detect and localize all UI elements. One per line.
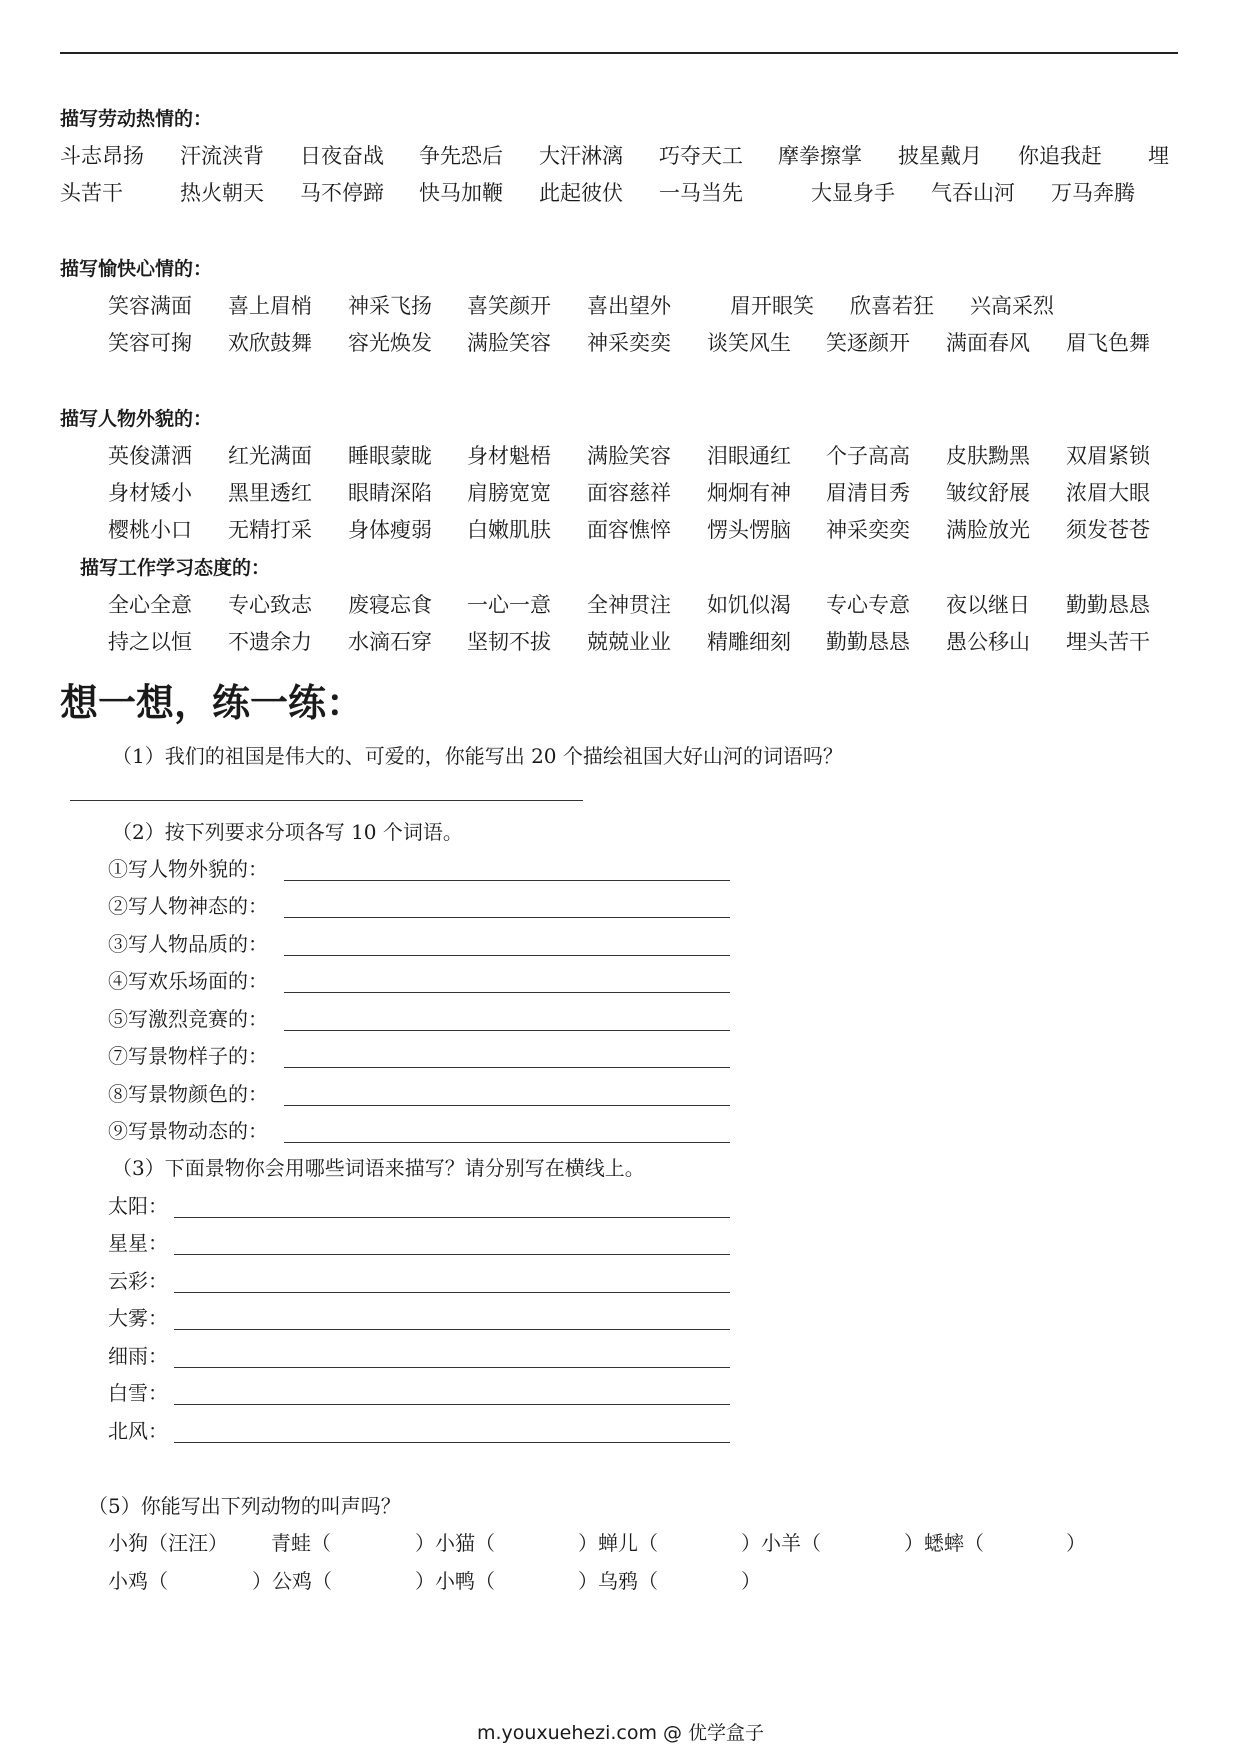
fill-row [108, 1078, 268, 1107]
word: 英俊潇洒 [108, 444, 192, 468]
word: 眉清目秀 [826, 481, 910, 505]
fill-row [108, 1190, 168, 1219]
word: 大汗淋漓 [539, 144, 623, 168]
fill-row [108, 1265, 168, 1294]
animal-sound-item: 青蛙（ [271, 1531, 331, 1555]
fill-label: 北风： [108, 1419, 168, 1443]
fill-row [108, 1377, 168, 1406]
fill-row [108, 853, 268, 882]
word: 喜上眉梢 [228, 294, 312, 318]
word: 满脸放光 [946, 518, 1030, 542]
word: 精雕细刻 [707, 630, 791, 654]
word: 满脸笑容 [467, 331, 551, 355]
word: 身材魁梧 [467, 444, 551, 468]
word: 炯炯有神 [707, 481, 791, 505]
fill-label: ①写人物外貌的： [108, 857, 268, 881]
fill-row [108, 1415, 168, 1444]
fill-label: 云彩： [108, 1269, 168, 1293]
word: 泪眼通红 [707, 444, 791, 468]
animal-sound-item: ）小鸭（ [415, 1569, 495, 1593]
word: 满面春风 [946, 331, 1030, 355]
word: 如饥似渴 [707, 593, 791, 617]
word: 兴高采烈 [970, 294, 1054, 318]
word: 喜笑颜开 [467, 294, 551, 318]
animal-sound-item: ） [741, 1569, 761, 1593]
word: 欢欣鼓舞 [228, 331, 312, 355]
answer-line-q1[interactable] [70, 800, 583, 801]
word: 争先恐后 [419, 144, 503, 168]
word: 勤勤恳恳 [1066, 593, 1150, 617]
word: 埋 [1148, 144, 1169, 168]
word: 水滴石穿 [348, 630, 432, 654]
fill-row [108, 1227, 168, 1256]
fill-row [108, 1115, 268, 1144]
word: 喜出望外 [587, 294, 671, 318]
word: 樱桃小口 [108, 518, 192, 542]
word: 兢兢业业 [587, 630, 671, 654]
animal-sound-item: ）蝉儿（ [578, 1531, 658, 1555]
word: 大显身手 [811, 181, 895, 205]
section-title-attitude: 描写工作学习态度的： [80, 557, 271, 579]
word: 此起彼伏 [539, 181, 623, 205]
word: 身体瘦弱 [348, 518, 432, 542]
answer-line[interactable] [174, 1254, 730, 1255]
word: 笑逐颜开 [826, 331, 910, 355]
word: 双眉紧锁 [1066, 444, 1150, 468]
word: 专心致志 [228, 593, 312, 617]
animal-sound-item: ） [1066, 1531, 1086, 1555]
word: 坚韧不拔 [467, 630, 551, 654]
word: 斗志昂扬 [60, 144, 144, 168]
fill-label: 细雨： [108, 1344, 168, 1368]
animal-sound-item: ）公鸡（ [252, 1569, 332, 1593]
fill-label: ⑨写景物动态的： [108, 1119, 268, 1143]
animal-sound-item: 小狗（汪汪） [108, 1531, 228, 1555]
answer-line[interactable] [284, 1030, 730, 1031]
word: 黑里透红 [228, 481, 312, 505]
word: 日夜奋战 [300, 144, 384, 168]
word: 个子高高 [826, 444, 910, 468]
fill-row [108, 1040, 268, 1069]
fill-label: ④写欢乐场面的： [108, 969, 268, 993]
word: 神采飞扬 [348, 294, 432, 318]
fill-label: ⑧写景物颜色的： [108, 1082, 268, 1106]
word: 汗流浃背 [180, 144, 264, 168]
word: 白嫩肌肤 [467, 518, 551, 542]
word: 专心专意 [826, 593, 910, 617]
word: 肩膀宽宽 [467, 481, 551, 505]
word: 万马奔腾 [1051, 181, 1135, 205]
word: 红光满面 [228, 444, 312, 468]
word: 不遗余力 [228, 630, 312, 654]
fill-label: ⑤写激烈竞赛的： [108, 1007, 268, 1031]
fill-row [108, 965, 268, 994]
word: 皱纹舒展 [946, 481, 1030, 505]
answer-line[interactable] [174, 1367, 730, 1368]
fill-label: ②写人物神态的： [108, 894, 268, 918]
word: 埋头苦干 [1066, 630, 1150, 654]
answer-line[interactable] [174, 1292, 730, 1293]
word: 你追我赶 [1018, 144, 1102, 168]
word: 眉飞色舞 [1066, 331, 1150, 355]
word: 欣喜若狂 [850, 294, 934, 318]
fill-label: 星星： [108, 1231, 168, 1255]
word: 愣头愣脑 [707, 518, 791, 542]
word: 睡眼蒙眬 [348, 444, 432, 468]
word: 身材矮小 [108, 481, 192, 505]
word: 快马加鞭 [419, 181, 503, 205]
word: 披星戴月 [898, 144, 982, 168]
animal-sound-item: ）小猫（ [415, 1531, 495, 1555]
word: 无精打采 [228, 518, 312, 542]
word: 持之以恒 [108, 630, 192, 654]
question-1: （1）我们的祖国是伟大的、可爱的，你能写出 20 个描绘祖国大好山河的词语吗？ [112, 744, 843, 768]
word: 废寝忘食 [348, 593, 432, 617]
word: 神采奕奕 [826, 518, 910, 542]
answer-line[interactable] [174, 1442, 730, 1443]
fill-label: ⑦写景物样子的： [108, 1044, 268, 1068]
answer-line[interactable] [284, 880, 730, 881]
answer-line[interactable] [284, 1067, 730, 1068]
word: 浓眉大眼 [1066, 481, 1150, 505]
section-title-mood: 描写愉快心情的： [60, 258, 213, 280]
word: 面容憔悴 [587, 518, 671, 542]
word: 头苦干 [60, 181, 123, 205]
top-rule [60, 52, 1178, 54]
word: 一马当先 [659, 181, 743, 205]
word: 一心一意 [467, 593, 551, 617]
word: 面容慈祥 [587, 481, 671, 505]
answer-line[interactable] [284, 955, 730, 956]
fill-row [108, 890, 268, 919]
fill-row [108, 1340, 168, 1369]
animal-sound-item: 小鸡（ [108, 1569, 168, 1593]
word: 容光焕发 [348, 331, 432, 355]
word: 笑容满面 [108, 294, 192, 318]
answer-line[interactable] [174, 1329, 730, 1330]
question-3: （3）下面景物你会用哪些词语来描写？请分别写在横线上。 [112, 1156, 645, 1180]
answer-line[interactable] [284, 1142, 730, 1143]
fill-row [108, 1302, 168, 1331]
fill-row [108, 1003, 268, 1032]
word: 夜以继日 [946, 593, 1030, 617]
animal-sound-item: ）蟋蟀（ [904, 1531, 984, 1555]
word: 马不停蹄 [300, 181, 384, 205]
fill-row [108, 928, 268, 957]
section-title-labor: 描写劳动热情的： [60, 108, 213, 130]
fill-label: 白雪： [108, 1381, 168, 1405]
word: 摩拳擦掌 [778, 144, 862, 168]
word: 神采奕奕 [587, 331, 671, 355]
word: 眼睛深陷 [348, 481, 432, 505]
fill-label: ③写人物品质的： [108, 932, 268, 956]
answer-line[interactable] [284, 992, 730, 993]
word: 全心全意 [108, 593, 192, 617]
question-2: （2）按下列要求分项各写 10 个词语。 [112, 820, 463, 844]
answer-line[interactable] [284, 917, 730, 918]
word: 眉开眼笑 [730, 294, 814, 318]
word: 气吞山河 [931, 181, 1015, 205]
word: 勤勤恳恳 [826, 630, 910, 654]
word: 谈笑风生 [707, 331, 791, 355]
practice-title: 想一想，练一练： [60, 681, 365, 725]
question-5: （5）你能写出下列动物的叫声吗？ [88, 1494, 401, 1518]
word: 满脸笑容 [587, 444, 671, 468]
word: 须发苍苍 [1066, 518, 1150, 542]
animal-sound-item: ）小羊（ [741, 1531, 821, 1555]
footer-url[interactable]: m.youxuehezi.com @ 优学盒子 [476, 1722, 765, 1744]
answer-line[interactable] [174, 1217, 730, 1218]
word: 全神贯注 [587, 593, 671, 617]
word: 热火朝天 [180, 181, 264, 205]
word: 笑容可掬 [108, 331, 192, 355]
animal-sound-item: ）乌鸦（ [578, 1569, 658, 1593]
answer-line[interactable] [174, 1404, 730, 1405]
word: 巧夺天工 [659, 144, 743, 168]
section-title-appearance: 描写人物外貌的： [60, 408, 213, 430]
fill-label: 大雾： [108, 1306, 168, 1330]
word: 愚公移山 [946, 630, 1030, 654]
fill-label: 太阳： [108, 1194, 168, 1218]
word: 皮肤黝黑 [946, 444, 1030, 468]
answer-line[interactable] [284, 1105, 730, 1106]
